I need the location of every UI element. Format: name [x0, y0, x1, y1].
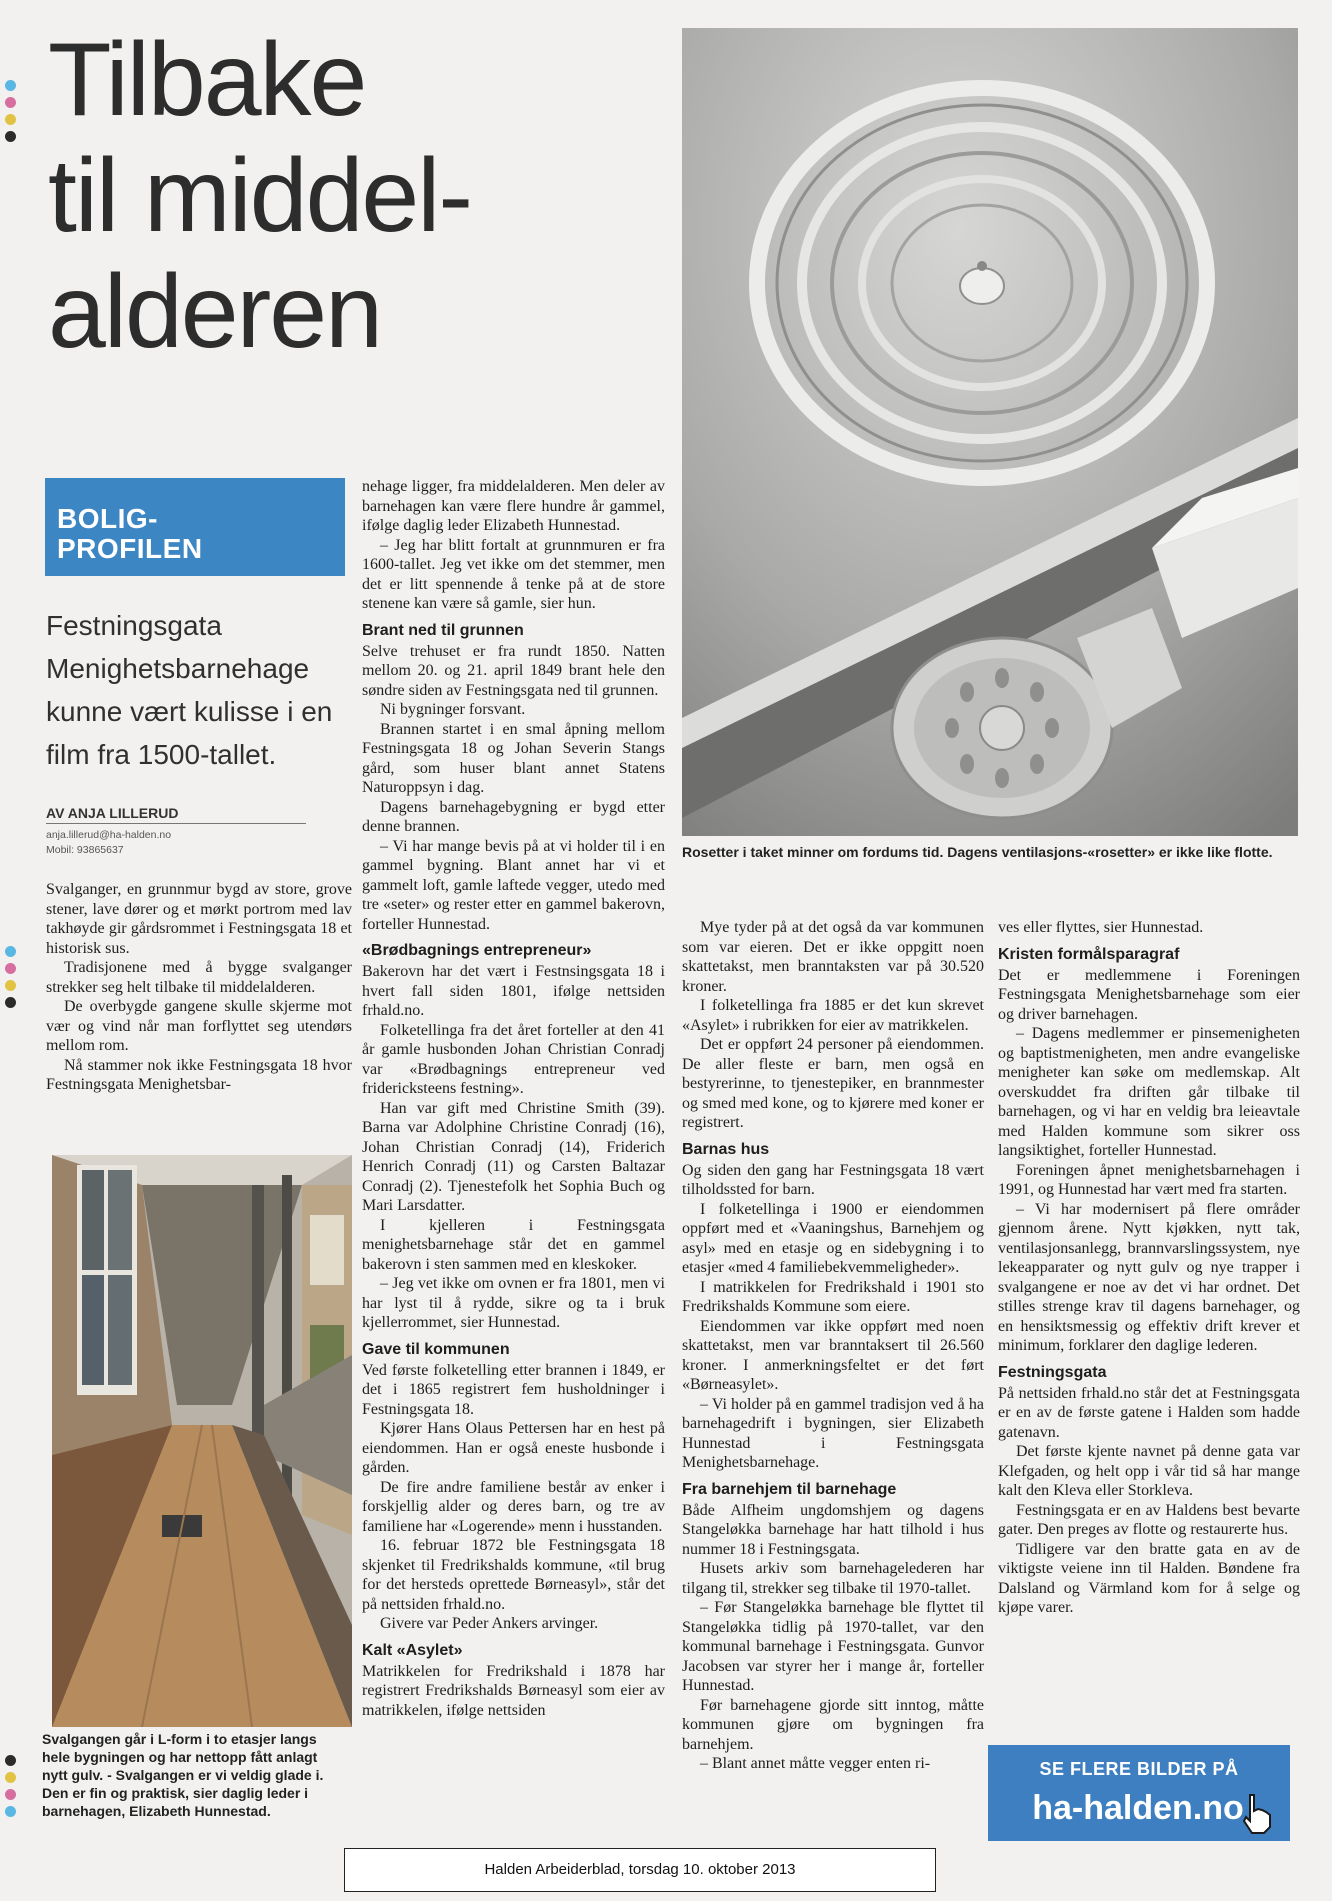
color-registration-marks-middle [5, 946, 17, 1014]
photo-caption-rosette: Rosetter i taket minner om fordums tid. Dagens ventilasjons-«rosetter» er ikke like flotte. [682, 844, 1273, 860]
paragraph: Foreningen åpnet menighetsbarnehagen i 1991, og Hunnestad har vært med fra starten. [998, 1161, 1300, 1198]
paragraph: – Jeg har blitt fortalt at grunnmuren er fra 1600-tallet. Jeg vet ikke om det stemmer, men det er litt spennende å tenke på at de store stenene kan være så gamle, sier hun. [362, 536, 665, 612]
paragraph: – Dagens medlemmer er pinsemenigheten og baptistmenigheten, men andre evangeliske menigheter kan søke om medlemskap. Alt overskuddet fra driften går tilbake til barnehagen, og vi har en veldig bra leieavtale med Halden kommune som sikrer oss langsiktighet, forteller Hunnestad. [998, 1025, 1300, 1159]
subheading-brant: Brant ned til grunnen [362, 621, 524, 639]
article-column-1 [46, 880, 352, 1095]
subheading-gave: Gave til kommunen [362, 1340, 510, 1358]
hand-pointer-icon [1238, 1791, 1278, 1835]
paragraph: Matrikkelen for Fredrikshald i 1878 har registrert Fredrikshalds Børneasyl som eier av matrikkelen, ifølge nettsiden [362, 1662, 665, 1719]
headline: Tilbake til middel- alderen [48, 22, 471, 370]
article-column-3 [682, 918, 984, 1774]
paragraph: Kjører Hans Olaus Pettersen har en hest på eiendommen. Han er også eneste husbonde i gården. [362, 1420, 665, 1476]
paragraph: De fire andre familiene består av enker i forskjellig alder og deres barn, og tre av familiene har «Logerende» menn i husstanden. [362, 1478, 665, 1535]
section-banner [45, 478, 345, 576]
paragraph: Ni bygninger forsvant. [380, 701, 526, 718]
paragraph: Husets arkiv som barnehagelederen har tilgang til, strekker seg tilbake til 1970-tallet. [682, 1560, 984, 1597]
paragraph: Han var gift med Christine Smith (39). Barna var Adolphine Christine Conradj (16), Johan Christian Conradj (14), Friderich Henrich Conradj (11) og Carsten Baltazar Conradj (2). Tjenestefolk het Sophia Buch og Mari Larsdatter. [362, 1099, 665, 1214]
promo-heading: SE FLERE BILDER PÅ [1039, 1759, 1239, 1779]
paragraph: – Før Stangeløkka barnehage ble flyttet til Stangeløkka tidlig på 1970-tallet, var den kommunal barnehage i Festningsgata. Gunvor Jacobsen var styrer her i mange år, forteller Hunnestad. [682, 1599, 984, 1694]
paragraph: Ved første folketelling etter brannen i 1849, er det i 1865 registrert fem husholdninger i Festningsgata 18. [362, 1361, 665, 1418]
paragraph: Bakerovn har det vært i Festnsingsgata 18 i hvert fall siden 1801, ifølge nettsiden frhald.no. [362, 963, 665, 1019]
paragraph: Det første kjente navnet på denne gata var Klefgaden, og helt opp i vår tid så har mange kalt den Kleva eller Storkleva. [998, 1443, 1300, 1499]
paragraph: Og siden den gang har Festningsgata 18 vært tilholdssted for barn. [682, 1161, 984, 1198]
subheading-fra-barnehjem: Fra barnehjem til barnehage [682, 1480, 897, 1498]
color-registration-marks-bottom [5, 1755, 17, 1823]
lead-paragraph: Festningsgata Menighetsbarnehage kunne vært kulisse i en film fra 1500-tallet. [46, 610, 333, 770]
subheading-festningsgata: Festningsgata [998, 1363, 1107, 1381]
paragraph: Selve trehuset er fra rundt 1850. Natten mellom 20. og 21. april 1849 brant hele den søndre siden av Festningsgata ned til grunnen. [362, 642, 665, 699]
paragraph: I folketellinga fra 1885 er det kun skrevet «Asylet» i rubrikken for eier av matrikkelen. [682, 997, 984, 1034]
paragraph: 16. februar 1872 ble Festningsgata 18 skjenket til Fredrikshalds kommune, «til brug for det hersteds oprettede Børneasyl», står det på nettsiden frhald.no. [362, 1537, 665, 1613]
byline: AV ANJA LILLERUD [46, 805, 306, 824]
paragraph: Det er medlemmene i Foreningen Festningsgata Menighetsbarnehage som eier og driver barnehagen. [998, 966, 1300, 1023]
paragraph: Både Alfheim ungdomshjem og dagens Stangeløkka barnehage har hatt tilhold i hus nummer 18 i Festningsgata. [682, 1501, 984, 1558]
banner-line-1: BOLIG- [57, 503, 158, 534]
article-column-2 [362, 477, 665, 1720]
paragraph: Dagens barnehagebygning er bygd etter denne brannen. [362, 798, 665, 835]
photo-caption-walkway: Svalgangen går i L-form i to etasjer langs hele bygningen og har nettopp fått anlagt nytt gulv. - Svalgangen er vi veldig glade i. Den er fin og praktisk, sier daglig leder i barnehagen, Elizabeth Hunnestad. [42, 1731, 324, 1819]
paragraph: Brannen startet i en smal åpning mellom Festningsgata 18 og Johan Severin Stangs gård, som huser blant annet Statens Naturoppsyn i dag. [362, 720, 665, 796]
author-email[interactable]: anja.lillerud@ha-halden.no [46, 829, 172, 841]
paragraph: ves eller flyttes, sier Hunnestad. [998, 919, 1204, 936]
subheading-kristen: Kristen formålsparagraf [998, 945, 1180, 963]
subheading-kalt: Kalt «Asylet» [362, 1641, 463, 1659]
banner-line-2: PROFILEN [57, 533, 203, 564]
article-column-4 [998, 918, 1300, 1618]
paragraph: I matrikkelen for Fredrikshald i 1901 sto Fredrikshalds Kommune som eiere. [682, 1278, 984, 1315]
paragraph: Eiendommen var ikke oppført med noen skattetakst, men var branntaksert til 26.560 kroner. I anmerkningsfeltet er det ført «Børneasylet». [682, 1317, 984, 1393]
more-photos-promo[interactable] [988, 1745, 1290, 1841]
subheading-brodbagning: «Brødbagnings entrepreneur» [362, 942, 592, 959]
author-contact [46, 828, 306, 858]
paragraph: – Blant annet måtte vegger enten ri- [700, 1755, 931, 1772]
paragraph: I folketellinga i 1900 er eiendommen oppført med et «Vaaningshus, Barnehjem og asyl» med en etasje og en sidebygning i to etasjer «med 4 familiebekvemmeligheder». [682, 1200, 984, 1276]
paragraph: Nå stammer nok ikke Festningsgata 18 hvor Festningsgata Menighetsbar- [46, 1056, 352, 1093]
subheading-barnas-hus: Barnas hus [682, 1140, 770, 1158]
paragraph: – Vi har modernisert på flere områder gjennom årene. Nytt kjøkken, nytt tak, ventilasjonsanlegg, brannvarslingssystem, nye lekeapparater og nytt gulv og nye trapper i svalgangene er noe av det vi har ordnet. Det stilles strenge krav til dagens barnehager, og en hensiktsmessig og effektiv drift krever et minimum, forklarer den daglige lederen. [998, 1200, 1300, 1354]
paragraph: Tidligere var den bratte gata en av de viktigste veiene inn til Halden. Bøndene fra Dalsland og Värmland kom for å selge og kjøpe varer. [998, 1540, 1300, 1616]
paragraph: Tradisjonene med å bygge svalganger strekker seg helt tilbake til middelalderen. [46, 959, 352, 996]
author-phone: Mobil: 93865637 [46, 844, 124, 856]
paragraph: Folketellinga fra det året forteller at den 41 år gamle husbonden Johan Christian Conradj var «Brødbagnings entrepreneur ved fridericksteens festning». [362, 1021, 665, 1097]
paragraph: De overbygde gangene skulle skjerme mot vær og vind når man forflyttet seg utendørs mellom rom. [46, 998, 352, 1054]
paragraph: Det er oppført 24 personer på eiendommen. De aller fleste er barn, men også en bestyrerinne, to tjenestepiker, en brannmester og smed med kone, og to kjørere med koner er registrert. [682, 1036, 984, 1131]
paragraph: nehage ligger, fra middelalderen. Men deler av barnehagen kan være flere hundre år gammel, ifølge daglig leder Elizabeth Hunnestad. [362, 478, 665, 534]
paragraph: I kjelleren i Festningsgata menighetsbarnehage står det en gammel bakerovn i sten sammen med en kleskoker. [362, 1216, 665, 1273]
paragraph: – Jeg vet ikke om ovnen er fra 1801, men vi har lyst til å rydde, sikre og ta i bruk kjellerrommet, sier Hunnestad. [362, 1275, 665, 1331]
paragraph: Festningsgata er en av Haldens best bevarte gater. Den preges av flotte og restaurerte hus. [998, 1501, 1300, 1538]
promo-link[interactable]: ha-halden.no [1032, 1789, 1244, 1827]
paragraph: Givere var Peder Ankers arvinger. [380, 1615, 599, 1632]
paragraph: – Vi har mange bevis på at vi holder til i en gammel bygning. Blant annet har vi et gammelt loft, gamle laftede vegger, utedo med tre «seter» og rester etter en gammel bakerovn, forteller Hunnestad. [362, 837, 665, 933]
source-footer-text: Halden Arbeiderblad, torsdag 10. oktober 2013 [484, 1861, 796, 1878]
walkway-photo [52, 1155, 352, 1727]
paragraph: Svalganger, en grunnmur bygd av store, grove stener, lave dører og et mørkt portrom med lav takhøyde gir gårdsrommet i Festningsgata 18 et historisk sus. [46, 881, 352, 957]
paragraph: På nettsiden frhald.no står det at Festningsgata er en av de første gatene i Halden som hadde gatenavn. [998, 1384, 1300, 1441]
paragraph: – Vi holder på en gammel tradisjon ved å ha barnehagedrift i bygningen, sier Elizabeth Hunnestad i Festningsgata Menighetsbarnehage. [682, 1395, 984, 1471]
source-footer [344, 1848, 936, 1892]
ceiling-rosette-photo [682, 28, 1298, 836]
paragraph: Mye tyder på at det også da var kommunen som var eieren. Det er ikke oppgitt noen skattetakst, men branntaksten var på 30.520 kroner. [682, 919, 984, 995]
color-registration-marks-top [5, 80, 17, 148]
paragraph: Før barnehagene gjorde sitt inntog, måtte kommunen gjøre om bygningen fra barnehjem. [682, 1696, 984, 1753]
